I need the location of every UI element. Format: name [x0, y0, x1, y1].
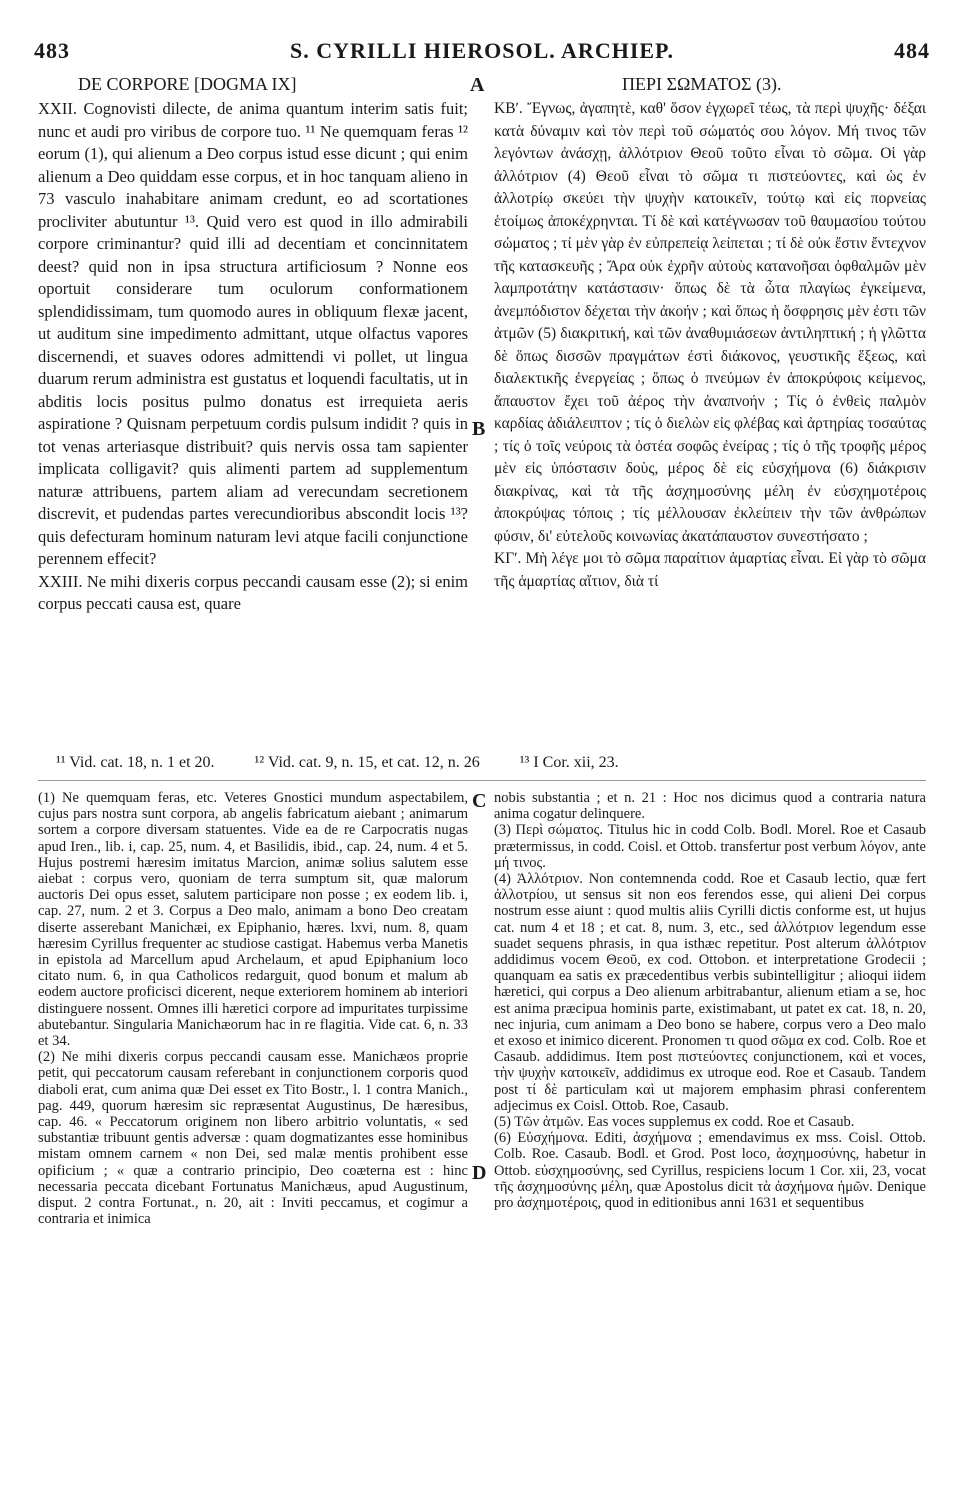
latin-paragraph: XXII. Cognovisti dilecte, de anima quantum interim satis fuit; nunc et audi pro viribus de corpore tuo. ¹¹ Ne quemquam feras ¹² eorum (1), qui alienum a Deo corpus istud esse dicunt ; qui enim alienum a Deo quiddam esse corpus, et in hoc tanquam alieno in 73 vasculo inahabitare animam credunt, eo ad scortationes procliviter abutuntur ¹³. Quid vero est quod in illo admirabili corpore criminantur? quid illi ad decentiam et concinnitatem deest? quid non in ipsa structura artificiosum ? Nonne eos oportuit considerare tum oculorum conformationem splendidissimam, tum quomodo aures in obliquum flexæ jacent, ut auditum sine impedimento admittant, utque olfactus vapores discernendi, et suaves odores admittendi vi pollet, ut lingua duarum rerum administra est gustatus et loquendi facultatis, ut in abditis locis positus pulmo donatus est irrequieta aeris aspiratione ? Quisnam perpetuum cordis pulsum indidit ? quis in tot venas arteriasque distribuit? quis nervis ossa tam sapienter implicata colligavit? quis alimenti partem ad supplementum naturæ attribuens, partem aliam ad verecundam secretionem discrevit, et pudendas partes verecundioribus abscondit locis ¹³? quis defecturam hominum naturam levi atque facili conjunctione perennem effecit?	[38, 99, 468, 568]
note: (4) Ἀλλότριον. Non contemnenda codd. Roe et Casaub lectio, quæ fert ἀλλοτρίου, ut sensus sit non eos ferendos esse, qui alieni Dei corpus nostrum esse aiunt : quod multis aliis Cyrilli dictis conforme est, ut hujus cat. num 4 et 18 ; et cat. 8, num. 3, etc., sed ἀλλότριον legendum esse suadet sequens phrasis, in qua isthæc repetitur. Post alterum ἀλλότριον addidimus vocem Θεοῦ, ex cod. Ottobon. et interpretatione Grodecii ; quanquam ea satis ex præcedentibus verbis subintelligitur ; alioqui iidem hæretici, qui corpus a Deo alienum arbitrabantur, alienum etiam a se, hoc est anima præcipua hominis parte, existimabant, ut patet ex cat. 18, n. 20, nec injuria, cum animam a Deo bono se habere, corpus vero a Deo malo et exoso et inimico dicerent. Pronomen τι quod σῶμα ex cod. Colb. Roe et Casaub. addidimus. Item post πιστεύοντες conjunctionem, καὶ et voces, τὴν ψυχὴν κατοικεῖν, addidimus ex utroque eod. Roe et Casaub. Tandem post τί δὲ particulam καὶ ut majorem emphasim phrasi conferentem adjecimus ex Coisl. Ottob. Roe, Casaub.	[494, 871, 926, 1114]
margin-marker-c: C	[472, 790, 487, 812]
note: (2) Ne mihi dixeris corpus peccandi causam esse. Manichæos proprie petit, qui peccatorum causam referebant in conjunctionem corporis quod diaboli erat, cum anima quæ Dei esset ex Tito Bostr., l. 1 contra Manich., pag. 449, quorum hæresim sic repræsentat Augustinus, De hæresibus, cap. 46. « Peccatorum originem non libero arbitrio voluntatis, « sed substantiæ tribuunt gentis adversæ : quam dogmatizantes esse hominibus mistam omnem carnem « non Dei, sed malæ mentis prohibent esse opificium ; « quæ a contrario principio, Deo coæterna est : hinc necessaria peccata dicebant Fortunatus Manichæus, apud Augustinum, disput. 2 contra Fortunat., n. 20, ait : Inviti peccamus, et cogimur a contraria et inimica	[38, 1049, 468, 1228]
note: (1) Ne quemquam feras, etc. Veteres Gnostici mundum aspectabilem, cujus pars nostra sunt corpora, ab angelis fabricatum aiebant ; animarum sortem a corpore diversam statuentes. Vide ea de re Carpocratis nugas apud Iren., lib. i, cap. 25, num. 4, et Basilidis, ibid., cap. 24, num. 4 et 5. Hujus postremi hæresim imitatus Marcion, animæ solius salutem esse aiebat : corpus vero, quoniam de terra sumptum sit, quæ malorum auctoris Dei opus esset, salutem participare non posse ; ex eodem lib. i, cap. 27, num. 2 et 3. Corpus a Deo malo, animam a bono Deo creatam diserte asserebant Manichæi, ex Epiphanio, hæres. lxvi, num. 8, quam hæresim Cyrillus frequenter ac studiose castigat. Habemus verba Manetis in epistola ad Marcellum apud Archelaum, et apud Epiphanium loco citato num. 6, in qua Catholicos redarguit, quod bonum et malum ab eodem auctore proficisci dicerent, neque exteriorem hominem ab interiori distinguere nossent. Omnes illi hæretici corpore ad impuritates turpissime abutebantur. Singularia Manichæorum hac in re flagitia. Vide cat. 6, n. 33 et 34.	[38, 790, 468, 1050]
footnote: ¹³ I Cor. xii, 23.	[519, 754, 619, 771]
note: nobis substantia ; et n. 21 : Hoc nos dicimus quod a contraria natura anima cogatur delinquere.	[494, 790, 926, 823]
divider	[38, 780, 926, 781]
footnote: ¹² Vid. cat. 9, n. 15, et cat. 12, n. 26	[254, 754, 480, 771]
footnote: ¹¹ Vid. cat. 18, n. 1 et 20.	[56, 754, 215, 771]
latin-paragraph: XXIII. Ne mihi dixeris corpus peccandi causam esse (2); si enim corpus peccati causa est, quare	[38, 571, 468, 613]
note: (6) Εὐσχήμονα. Editi, ἀσχήμονα ; emendavimus ex mss. Coisl. Ottob. Colb. Roe. Casaub. Bodl. et Grod. Post loco, ἀσχημοσύνης, habetur in Ottob. εὐσχημοσύνης, sed Cyrillus, respiciens locum 1 Cor. xii, 23, vocat τῆς ἀσχημοσύνης μέλη, quæ Apostolus dicit τὰ ἀσχήμονα ἡμῶν. Denique pro ἀσχημοτέροις, quod in editionibus anni 1631 et sequentibus	[494, 1130, 926, 1212]
latin-text-column	[38, 98, 468, 616]
latin-section-heading: DE CORPORE [DOGMA IX]	[78, 74, 297, 94]
running-header	[34, 38, 930, 70]
page-number-right: 484	[894, 38, 930, 63]
greek-section-heading: ΠΕΡΙ ΣΩΜΑΤΟΣ (3).	[622, 74, 782, 94]
notes-left-column	[38, 790, 468, 1227]
greek-paragraph: ΚΓʹ. Μὴ λέγε μοι τὸ σῶμα παραίτιον ἁμαρτίας εἶναι. Εἰ γὰρ τὸ σῶμα τῆς ἁμαρτίας αἴτιον, διὰ τί	[494, 550, 926, 590]
greek-paragraph: ΚΒʹ. Ἔγνως, ἀγαπητὲ, καθ' ὅσον ἐγχωρεῖ τέως, τὰ περὶ ψυχῆς· δέξαι κατὰ δύναμιν καὶ τὸν περὶ τοῦ σώματός σου λόγον. Μή τινος τῶν λεγόντων ἀνάσχῃ, ἀλλότριον Θεοῦ τοῦτο εἶναι τὸ σῶμα. Οἱ γὰρ ἀλλότριον (4) Θεοῦ εἶναι τὸ σῶμα τι πιστεύοντες, καὶ ὡς ἐν ἀλλοτρίῳ σκεύει τὴν ψυχὴν κατοικεῖν, τούτῳ καὶ εἰς πορνείας ἑτοίμως ἀποκέχρηνται. Τί δὲ καὶ κατέγνωσαν τοῦ θαυμασίου τούτου σώματος ; τί μὲν γὰρ ἐν εὐπρεπείᾳ λείπεται ; τί δὲ οὐκ ἔστιν ἔντεχνον τῆς κατασκευῆς ; Ἄρα οὐκ ἐχρῆν αὐτοὺς κατανοῆσαι ὀφθαλμῶν μὲν λαμπροτάτην κατάστασιν· ὅπως δὲ τὰ ὦτα πλαγίως ἐγκείμενα, ἀνεμπόδιστον δέχεται τὴν ἀκοήν ; καὶ ὅπως ἡ ὄσφρησις μὲν ἐστι τῶν ἀτμῶν (5) διακριτική, καὶ τῶν ἀναθυμιάσεων ἀντιληπτική ; ἡ γλῶττα δὲ ὅπως δισσῶν πραγμάτων ἐστὶ διάκονος, γευστικῆς ἕξεως, καὶ διαλεκτικῆς ἐνεργείας ; ὅπως ὁ πνεύμων ἐν ἀποκρύφοις κείμενος, ἄπαυστον ἔχει τοῦ ἀέρος τὴν ἀναπνοήν ; Τίς ὁ ἐνθεὶς παλμὸν καρδίας ἀδιάλειπτον ; τίς ὁ διελὼν εἰς φλέβας καὶ ἀρτηρίας τοσαύτας ; τίς ὁ τοῖς νεύροις τὰ ὀστέα σοφῶς ἐνείρας ; τίς ὁ τῆς τροφῆς μέρος μὲν εἰς ὑπόστασιν δοὺς, μέρος δὲ εἰς εὐσχήμονα (6) διάκρισιν διακρίνας, καὶ τὰ τῆς ἀσχημοσύνης μέλη ἐν εὐσχημοτέροις ἀποκρύψας τόποις ; τίς μέλλουσαν ἐκλείπειν τὴν τῶν ἀνθρώπων φύσιν, δι' εὐτελοῦς κοινωνίας ἀκατάπαυστον συνεστήσατο ;	[494, 100, 926, 545]
greek-text-column	[494, 98, 926, 593]
notes-right-column	[494, 790, 926, 1211]
margin-marker-d: D	[472, 1162, 487, 1184]
note: (3) Περὶ σώματος. Titulus hic in codd Colb. Bodl. Morel. Roe et Casaub prætermissus, in codd. Coisl. et Ottob. transfertur post verbum λόγον, ante μή τινος.	[494, 822, 926, 871]
page-number-left: 483	[34, 38, 70, 63]
margin-marker-a: A	[470, 74, 485, 96]
running-title: S. CYRILLI HIEROSOL. ARCHIEP.	[290, 38, 674, 63]
note: (5) Τῶν ἀτμῶν. Eas voces supplemus ex codd. Roe et Casaub.	[494, 1114, 855, 1131]
margin-marker-b: B	[472, 418, 486, 440]
footnotes	[56, 754, 916, 772]
